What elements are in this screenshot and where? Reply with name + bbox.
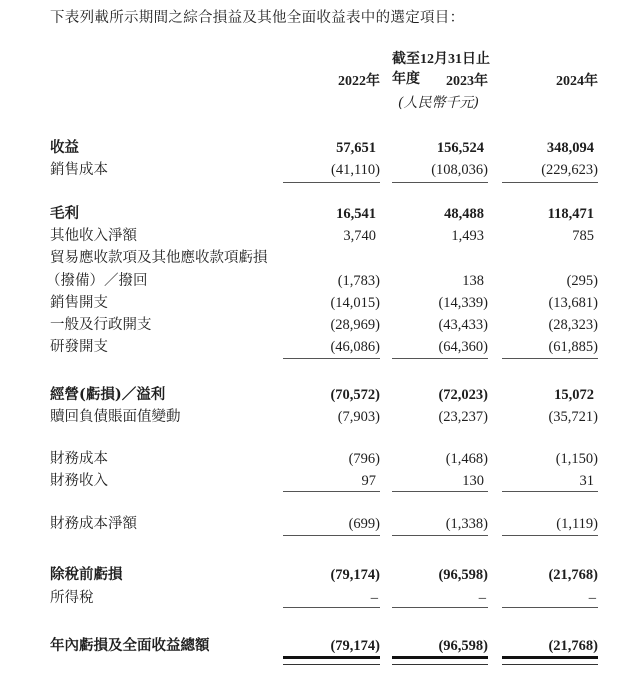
row-label: 所得稅 bbox=[50, 590, 94, 606]
value-2024: (28,323) bbox=[548, 317, 598, 333]
table-row-impairment bbox=[0, 270, 640, 292]
value-2024: (1,150) bbox=[555, 451, 598, 467]
subtotal-rule bbox=[392, 535, 488, 536]
table-row-finance-income bbox=[0, 470, 640, 492]
table-row-redemption-liability bbox=[0, 406, 640, 428]
value-2024: – bbox=[588, 590, 596, 606]
subtotal-rule bbox=[502, 607, 598, 608]
value-2024: (61,885) bbox=[548, 339, 598, 355]
value-2022: (41,110) bbox=[331, 162, 380, 178]
value-2023: (64,360) bbox=[438, 339, 488, 355]
value-2023: (14,339) bbox=[438, 295, 488, 311]
value-2024: (1,119) bbox=[556, 516, 598, 532]
year-header-2022: 2022年 bbox=[338, 74, 380, 89]
value-2022: (79,174) bbox=[330, 638, 380, 654]
row-label: 財務成本淨額 bbox=[50, 516, 137, 532]
row-label: 贖回負債賬面值變動 bbox=[50, 409, 181, 425]
subtotal-rule bbox=[392, 182, 488, 183]
year-header-2024: 2024年 bbox=[556, 74, 598, 89]
value-2022: 57,651 bbox=[336, 140, 376, 156]
subtotal-rule bbox=[283, 607, 380, 608]
currency-unit: (人民幣千元) bbox=[398, 95, 479, 111]
value-2023: (43,433) bbox=[438, 317, 488, 333]
row-label: 銷售成本 bbox=[50, 162, 108, 178]
value-2024: 118,471 bbox=[547, 206, 594, 222]
value-2023: (1,468) bbox=[445, 451, 488, 467]
row-label: 除稅前虧損 bbox=[50, 566, 123, 583]
total-double-rule bbox=[392, 656, 488, 665]
row-label: （撥備）／撥回 bbox=[46, 273, 148, 289]
value-2024: (229,623) bbox=[541, 162, 598, 178]
table-row-total-comprehensive-loss bbox=[0, 635, 640, 657]
value-2024: (21,768) bbox=[548, 638, 598, 654]
subtotal-rule bbox=[392, 607, 488, 608]
value-2024: 348,094 bbox=[546, 140, 594, 156]
table-row-impairment-label bbox=[0, 247, 640, 269]
value-2023: 48,488 bbox=[444, 206, 484, 222]
row-label: 其他收入淨額 bbox=[50, 228, 137, 244]
table-row-cost-of-sales bbox=[0, 159, 640, 181]
value-2023: – bbox=[478, 590, 486, 606]
value-2023: 156,524 bbox=[436, 140, 484, 156]
subtotal-rule bbox=[502, 535, 598, 536]
value-2023: (23,237) bbox=[438, 409, 488, 425]
subtotal-rule bbox=[502, 491, 598, 492]
table-row-finance-costs bbox=[0, 448, 640, 470]
total-double-rule bbox=[502, 656, 598, 665]
subtotal-rule bbox=[283, 358, 380, 359]
row-label: 貿易應收款項及其他應收款項虧損 bbox=[50, 250, 268, 266]
value-2022: (70,572) bbox=[330, 387, 380, 403]
value-2024: 31 bbox=[579, 473, 594, 489]
table-row-selling-expenses bbox=[0, 292, 640, 314]
row-label: 研發開支 bbox=[50, 339, 108, 355]
value-2024: 785 bbox=[572, 228, 594, 244]
value-2024: (35,721) bbox=[548, 409, 598, 425]
value-2023: (1,338) bbox=[445, 516, 488, 532]
table-row-rd-expenses bbox=[0, 336, 640, 358]
value-2023: (96,598) bbox=[438, 638, 488, 654]
year-header-2023: 2023年 bbox=[446, 74, 488, 89]
subtotal-rule bbox=[502, 182, 598, 183]
row-label: 財務收入 bbox=[50, 473, 108, 489]
row-label: 毛利 bbox=[50, 205, 79, 222]
table-row-admin-expenses bbox=[0, 314, 640, 336]
table-row-gross-profit bbox=[0, 203, 640, 225]
table-row-net-finance-costs bbox=[0, 513, 640, 535]
intro-text: 下表列載所示期間之綜合損益及其他全面收益表中的選定項目： bbox=[50, 10, 465, 26]
subtotal-rule bbox=[392, 358, 488, 359]
value-2022: (699) bbox=[348, 516, 380, 532]
value-2024: (21,768) bbox=[548, 567, 598, 583]
row-label: 經營(虧損)／溢利 bbox=[50, 386, 166, 403]
row-label: 一般及行政開支 bbox=[50, 317, 152, 333]
table-row-operating-result bbox=[0, 384, 640, 406]
value-2022: (7,903) bbox=[337, 409, 380, 425]
table-row-income-tax bbox=[0, 587, 640, 609]
value-2023: (96,598) bbox=[438, 567, 488, 583]
value-2022: (1,783) bbox=[337, 273, 380, 289]
value-2022: (14,015) bbox=[330, 295, 380, 311]
value-2022: (46,086) bbox=[330, 339, 380, 355]
value-2022: (796) bbox=[348, 451, 380, 467]
value-2022: (79,174) bbox=[330, 567, 380, 583]
value-2022: 3,740 bbox=[343, 228, 376, 244]
subtotal-rule bbox=[283, 491, 380, 492]
value-2023: (108,036) bbox=[431, 162, 488, 178]
subtotal-rule bbox=[283, 182, 380, 183]
period-header: 截至12月31日止年度 bbox=[392, 52, 490, 87]
subtotal-rule bbox=[283, 535, 380, 536]
row-label: 銷售開支 bbox=[50, 295, 108, 311]
subtotal-rule bbox=[502, 358, 598, 359]
total-double-rule bbox=[283, 656, 380, 665]
value-2024: (13,681) bbox=[548, 295, 598, 311]
value-2023: 1,493 bbox=[451, 228, 484, 244]
table-row-loss-before-tax bbox=[0, 564, 640, 586]
value-2023: 130 bbox=[462, 473, 484, 489]
value-2024: (295) bbox=[566, 273, 598, 289]
value-2023: (72,023) bbox=[438, 387, 488, 403]
value-2022: 16,541 bbox=[336, 206, 376, 222]
value-2022: 97 bbox=[361, 473, 376, 489]
value-2024: 15,072 bbox=[554, 387, 594, 403]
table-row-revenue bbox=[0, 137, 640, 159]
row-label: 收益 bbox=[50, 139, 79, 156]
row-label: 財務成本 bbox=[50, 451, 108, 467]
value-2022: (28,969) bbox=[330, 317, 380, 333]
subtotal-rule bbox=[392, 491, 488, 492]
value-2023: 138 bbox=[462, 273, 484, 289]
table-row-other-income bbox=[0, 225, 640, 247]
row-label: 年內虧損及全面收益總額 bbox=[50, 637, 210, 654]
value-2022: – bbox=[370, 590, 378, 606]
